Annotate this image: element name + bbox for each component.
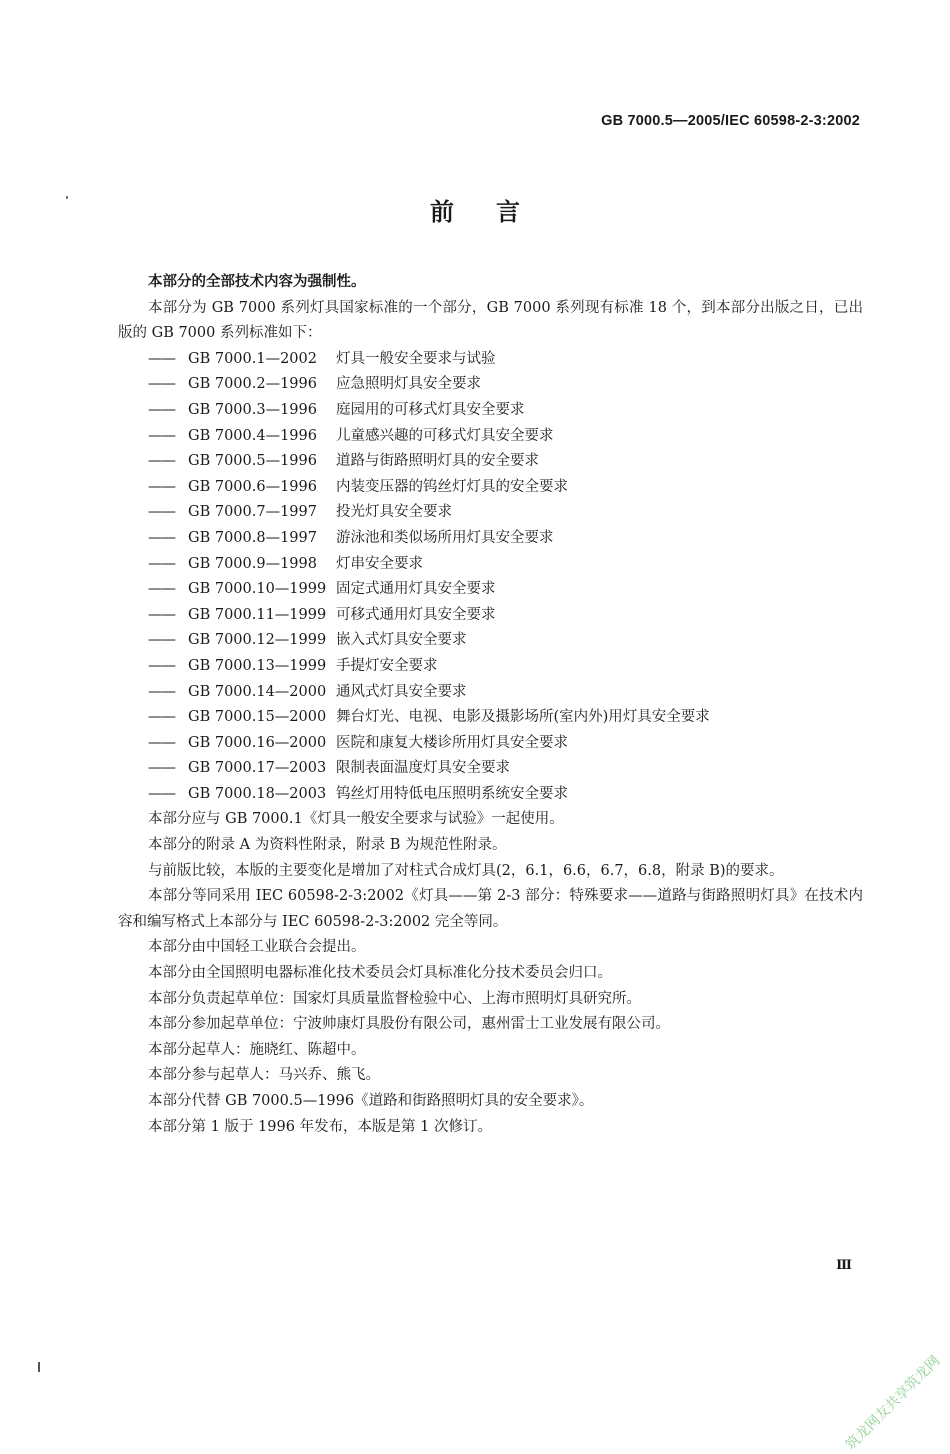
list-dash: —— <box>148 734 175 751</box>
standard-list-item <box>118 705 863 731</box>
foreword-paragraph: 本部分起草人：施晓红、陈超中。 <box>148 1041 366 1058</box>
standard-list-item <box>118 577 863 603</box>
standard-name: 灯具一般安全要求与试验 <box>336 350 496 367</box>
standard-list-item <box>118 449 863 475</box>
standard-code: GB 7000.12—1999 <box>188 632 327 649</box>
standard-list-item <box>118 372 863 398</box>
standard-code: GB 7000.6—1996 <box>188 478 317 495</box>
foreword-paragraph: 本部分由中国轻工业联合会提出。 <box>148 939 366 956</box>
foreword-paragraphs <box>118 807 863 1140</box>
standard-code: GB 7000.18—2003 <box>188 785 327 802</box>
standard-code: GB 7000.13—1999 <box>188 657 327 674</box>
standard-name: 手提灯安全要求 <box>336 657 438 674</box>
standard-name: 内装变压器的钨丝灯灯具的安全要求 <box>336 478 568 495</box>
standard-name: 游泳池和类似场所用灯具安全要求 <box>336 529 554 546</box>
standard-code: GB 7000.3—1996 <box>188 401 317 418</box>
standard-code: GB 7000.4—1996 <box>188 427 317 444</box>
list-dash: —— <box>148 606 175 623</box>
standard-name: 庭园用的可移式灯具安全要求 <box>336 401 525 418</box>
foreword-body <box>118 270 863 1140</box>
list-dash: —— <box>148 555 175 572</box>
list-dash: —— <box>148 478 175 495</box>
standard-code: GB 7000.11—1999 <box>188 606 327 623</box>
list-dash: —— <box>148 683 175 700</box>
list-dash: —— <box>148 504 175 521</box>
page-title: 前言 <box>430 198 562 226</box>
foreword-paragraph: 本部分参加起草单位：宁波帅康灯具股份有限公司，惠州雷士工业发展有限公司。 <box>148 1016 670 1033</box>
standard-code: GB 7000.16—2000 <box>188 734 327 751</box>
page-number: Ⅲ <box>836 1258 852 1273</box>
standard-list-item <box>118 680 863 706</box>
standard-list-item <box>118 731 863 757</box>
list-dash: —— <box>148 657 175 674</box>
standard-list-item <box>118 628 863 654</box>
scan-mark <box>38 1362 40 1372</box>
mandatory-statement: 本部分的全部技术内容为强制性。 <box>148 274 366 290</box>
standard-name: 灯串安全要求 <box>336 555 423 572</box>
standard-code: GB 7000.15—2000 <box>188 709 327 726</box>
list-dash: —— <box>148 760 175 777</box>
standard-code: GB 7000.9—1998 <box>188 555 317 572</box>
standard-list-item <box>118 500 863 526</box>
list-dash: —— <box>148 401 175 418</box>
standard-code: GB 7000.10—1999 <box>188 581 327 598</box>
standard-name: 投光灯具安全要求 <box>336 504 452 521</box>
watermark: 筑龙网友共享筑龙网 <box>842 1352 944 1454</box>
standard-code: GB 7000.14—2000 <box>188 683 327 700</box>
standard-code: GB 7000.2—1996 <box>188 376 317 393</box>
foreword-paragraph: 本部分等同采用 IEC 60598-2-3:2002《灯具——第 2-3 部分：特殊要求——道路与街路照明灯具》在技术内容和编写格式上本部分与 IEC 60598-2-3:2002 完全等同。 <box>118 888 863 930</box>
standard-name: 可移式通用灯具安全要求 <box>336 606 496 623</box>
standard-list-item <box>118 756 863 782</box>
standard-list-item <box>118 603 863 629</box>
standard-code: GB 7000.5—1996 <box>188 453 317 470</box>
foreword-paragraph: 本部分负责起草单位：国家灯具质量监督检验中心、上海市照明灯具研究所。 <box>148 990 641 1007</box>
standard-name: 道路与街路照明灯具的安全要求 <box>336 453 539 470</box>
list-dash: —— <box>148 785 175 802</box>
standard-list-item <box>118 654 863 680</box>
standard-list-item <box>118 475 863 501</box>
standard-list-item <box>118 398 863 424</box>
list-dash: —— <box>148 427 175 444</box>
standard-name: 钨丝灯用特低电压照明系统安全要求 <box>336 785 568 802</box>
foreword-paragraph: 本部分参与起草人：马兴乔、熊飞。 <box>148 1067 380 1084</box>
list-dash: —— <box>148 453 175 470</box>
standard-name: 舞台灯光、电视、电影及摄影场所(室内外)用灯具安全要求 <box>336 709 710 726</box>
foreword-paragraph: 本部分应与 GB 7000.1《灯具一般安全要求与试验》一起使用。 <box>148 811 564 828</box>
list-dash: —— <box>148 529 175 546</box>
standard-list-item <box>118 782 863 808</box>
list-dash: —— <box>148 632 175 649</box>
standard-code: GB 7000.17—2003 <box>188 760 327 777</box>
series-intro-paragraph: 本部分为 GB 7000 系列灯具国家标准的一个部分，GB 7000 系列现有标准 18 个，到本部分出版之日，已出版的 GB 7000 系列标准如下： <box>118 299 863 342</box>
list-dash: —— <box>148 350 175 367</box>
standard-name: 固定式通用灯具安全要求 <box>336 581 496 598</box>
foreword-paragraph: 与前版比较，本版的主要变化是增加了对柱式合成灯具(2，6.1，6.6，6.7，6.8，附录 B)的要求。 <box>148 862 784 879</box>
standard-code-header: GB 7000.5—2005/IEC 60598-2-3:2002 <box>601 113 860 129</box>
foreword-paragraph: 本部分的附录 A 为资料性附录，附录 B 为规范性附录。 <box>148 837 507 854</box>
standard-list-item <box>118 552 863 578</box>
standard-name: 限制表面温度灯具安全要求 <box>336 760 510 777</box>
standard-name: 儿童感兴趣的可移式灯具安全要求 <box>336 427 554 444</box>
foreword-paragraph: 本部分第 1 版于 1996 年发布，本版是第 1 次修订。 <box>148 1118 493 1135</box>
standard-code: GB 7000.7—1997 <box>188 504 317 521</box>
standard-name: 医院和康复大楼诊所用灯具安全要求 <box>336 734 568 751</box>
list-dash: —— <box>148 709 175 726</box>
foreword-paragraph: 本部分由全国照明电器标准化技术委员会灯具标准化分技术委员会归口。 <box>148 965 612 982</box>
standard-name: 应急照明灯具安全要求 <box>336 376 481 393</box>
list-dash: —— <box>148 581 175 598</box>
standard-code: GB 7000.8—1997 <box>188 529 317 546</box>
standard-code: GB 7000.1—2002 <box>188 350 317 367</box>
standards-list <box>118 347 863 808</box>
standard-list-item <box>118 526 863 552</box>
standard-name: 嵌入式灯具安全要求 <box>336 632 467 649</box>
scan-speck <box>66 196 68 199</box>
foreword-paragraph: 本部分代替 GB 7000.5—1996《道路和街路照明灯具的安全要求》。 <box>148 1093 594 1109</box>
standard-list-item <box>118 424 863 450</box>
standard-name: 通风式灯具安全要求 <box>336 683 467 700</box>
standard-list-item <box>118 347 863 373</box>
list-dash: —— <box>148 376 175 393</box>
